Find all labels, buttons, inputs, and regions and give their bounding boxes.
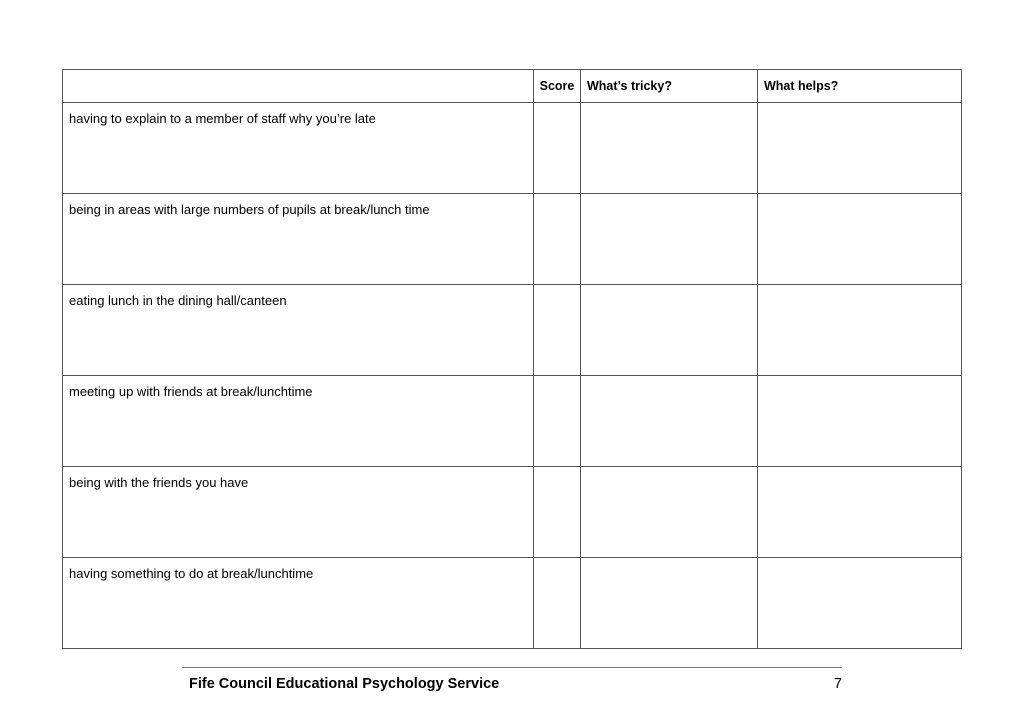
situation-cell: eating lunch in the dining hall/canteen xyxy=(63,285,534,376)
table-row xyxy=(63,285,962,376)
page-number: 7 xyxy=(833,676,842,692)
helps-cell[interactable] xyxy=(758,285,962,376)
situation-cell: being in areas with large numbers of pupils at break/lunch time xyxy=(63,194,534,285)
tricky-cell[interactable] xyxy=(581,194,758,285)
score-column-header: Score xyxy=(534,70,581,103)
tricky-column-header: What’s tricky? xyxy=(581,70,758,103)
situation-cell: being with the friends you have xyxy=(63,467,534,558)
tricky-cell[interactable] xyxy=(581,103,758,194)
table-row xyxy=(63,103,962,194)
score-cell[interactable] xyxy=(534,558,581,649)
assessment-table xyxy=(62,69,962,649)
score-cell[interactable] xyxy=(534,467,581,558)
table-row xyxy=(63,376,962,467)
footer-divider xyxy=(182,667,842,668)
tricky-cell[interactable] xyxy=(581,467,758,558)
header-row xyxy=(63,70,962,103)
tricky-cell[interactable] xyxy=(581,376,758,467)
tricky-cell[interactable] xyxy=(581,285,758,376)
situation-cell: having something to do at break/lunchtime xyxy=(63,558,534,649)
score-cell[interactable] xyxy=(534,194,581,285)
helps-cell[interactable] xyxy=(758,467,962,558)
score-cell[interactable] xyxy=(534,103,581,194)
table-row xyxy=(63,558,962,649)
score-cell[interactable] xyxy=(534,285,581,376)
table-row xyxy=(63,467,962,558)
tricky-cell[interactable] xyxy=(581,558,758,649)
table-row xyxy=(63,194,962,285)
footer-organization: Fife Council Educational Psychology Service xyxy=(189,676,500,692)
item-column-header xyxy=(63,70,534,103)
situation-cell: having to explain to a member of staff why you’re late xyxy=(63,103,534,194)
score-cell[interactable] xyxy=(534,376,581,467)
helps-cell[interactable] xyxy=(758,558,962,649)
situation-cell: meeting up with friends at break/lunchtime xyxy=(63,376,534,467)
helps-cell[interactable] xyxy=(758,194,962,285)
helps-column-header: What helps? xyxy=(758,70,962,103)
helps-cell[interactable] xyxy=(758,103,962,194)
helps-cell[interactable] xyxy=(758,376,962,467)
